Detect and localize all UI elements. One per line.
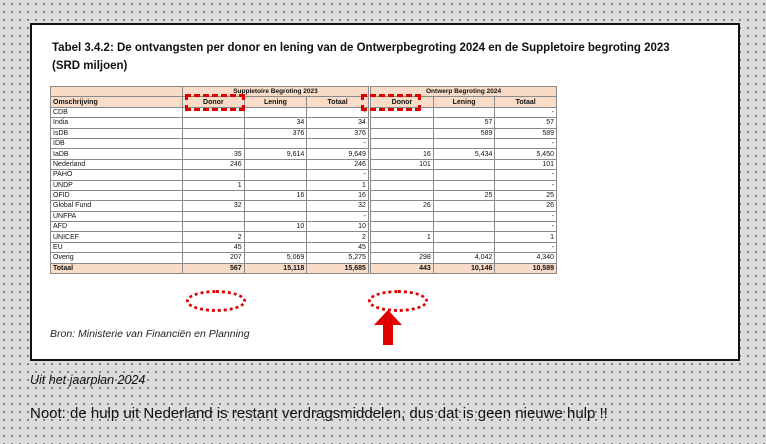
- table-cell: 32: [307, 201, 369, 211]
- table-cell: 16: [371, 149, 434, 159]
- donor-2024-header-highlight: [361, 94, 421, 111]
- col-header-lening-2024: Lening: [433, 97, 495, 107]
- table-cell: 16: [244, 190, 307, 200]
- col-header-donor-2023: Donor: [183, 97, 245, 107]
- table-body: [51, 107, 557, 273]
- table-cell: [433, 242, 495, 252]
- table-cell: -: [307, 138, 369, 148]
- row-label: Global Fund: [51, 201, 183, 211]
- table-cell: [244, 138, 307, 148]
- table-row: [51, 170, 557, 180]
- table-cell: [433, 180, 495, 190]
- table-cell: 9,614: [244, 149, 307, 159]
- table-cell: [433, 211, 495, 221]
- row-label: IsDB: [51, 128, 183, 138]
- table-cell: [371, 211, 434, 221]
- table-cell: [371, 118, 434, 128]
- table-cell: -: [307, 170, 369, 180]
- table-cell: 5,434: [433, 149, 495, 159]
- table-cell: [371, 190, 434, 200]
- table-cell: [183, 211, 245, 221]
- table-cell: [433, 107, 495, 117]
- row-label: PAHO: [51, 170, 183, 180]
- table-cell: [244, 170, 307, 180]
- row-label: UNDP: [51, 180, 183, 190]
- table-cell: 5,275: [307, 253, 369, 263]
- table-row: [51, 138, 557, 148]
- table-cell: [433, 170, 495, 180]
- table-cell: [183, 138, 245, 148]
- receipts-table: [50, 86, 557, 274]
- table-cell: 376: [307, 128, 369, 138]
- table-cell: [244, 242, 307, 252]
- table-cell: 45: [183, 242, 245, 252]
- table-cell: 1: [307, 180, 369, 190]
- donor-2023-total-highlight: [186, 290, 246, 312]
- table-cell: [244, 107, 307, 117]
- red-up-arrow-icon: [374, 310, 402, 345]
- table-cell: 1: [495, 232, 557, 242]
- table-cell: 16: [307, 190, 369, 200]
- row-label: OFID: [51, 190, 183, 200]
- table-cell: -: [495, 107, 557, 117]
- table-cell: 15,685: [307, 263, 369, 273]
- donor-2024-total-highlight: [368, 290, 428, 312]
- table-cell: [244, 180, 307, 190]
- table-cell: 45: [307, 242, 369, 252]
- table-row: [51, 232, 557, 242]
- table-cell: 2: [183, 232, 245, 242]
- table-cell: 246: [183, 159, 245, 169]
- title-line-2: (SRD miljoen): [52, 60, 128, 72]
- table-row: [51, 149, 557, 159]
- col-header-omschrijving: Omschrijving: [51, 97, 183, 107]
- table-cell: [183, 118, 245, 128]
- table-cell: 298: [371, 253, 434, 263]
- table-cell: 9,649: [307, 149, 369, 159]
- table-cell: 10,589: [495, 263, 557, 273]
- group-header-ontwerp: Ontwerp Begroting 2024: [371, 87, 557, 97]
- table-cell: -: [495, 242, 557, 252]
- table-row: [51, 159, 557, 169]
- row-label: CDB: [51, 107, 183, 117]
- table-row: [51, 242, 557, 252]
- table-cell: [371, 128, 434, 138]
- table-cell: 26: [371, 201, 434, 211]
- table-cell: [433, 222, 495, 232]
- donor-2023-header-highlight: [185, 94, 245, 111]
- total-row: [51, 263, 557, 273]
- group-header-suppletoire: Suppletoire Begroting 2023: [183, 87, 369, 97]
- table-cell: 26: [495, 201, 557, 211]
- row-label: UNICEF: [51, 232, 183, 242]
- table-cell: 34: [244, 118, 307, 128]
- column-header-row: [51, 97, 557, 107]
- table-cell: -: [495, 138, 557, 148]
- row-label: India: [51, 118, 183, 128]
- table-cell: [433, 232, 495, 242]
- table-cell: -: [495, 170, 557, 180]
- row-label: IaDB: [51, 149, 183, 159]
- table-cell: [433, 138, 495, 148]
- table-cell: [183, 170, 245, 180]
- table-cell: 15,118: [244, 263, 307, 273]
- row-label: Overig: [51, 253, 183, 263]
- table-cell: [371, 242, 434, 252]
- table-cell: 1: [371, 232, 434, 242]
- row-label: IDB: [51, 138, 183, 148]
- table-cell: [433, 201, 495, 211]
- table-cell: 589: [495, 128, 557, 138]
- source-note: Bron: Ministerie van Financiën en Planning: [50, 328, 250, 340]
- table-cell: 34: [307, 118, 369, 128]
- table-cell: 35: [183, 149, 245, 159]
- row-label: Nederland: [51, 159, 183, 169]
- table-cell: -: [495, 180, 557, 190]
- table-cell: 5,450: [495, 149, 557, 159]
- table-row: [51, 128, 557, 138]
- col-header-donor-2024: Donor: [371, 97, 434, 107]
- table-row: [51, 180, 557, 190]
- row-label: UNFPA: [51, 211, 183, 221]
- note: Noot: de hulp uit Nederland is restant verdragsmiddelen, dus dat is geen nieuwe hulp !!: [30, 405, 608, 422]
- col-header-totaal-2023: Totaal: [307, 97, 369, 107]
- document-frame: [30, 23, 740, 361]
- row-label: AFD: [51, 222, 183, 232]
- caption: Uit het jaarplan 2024: [30, 373, 146, 387]
- table-row: [51, 107, 557, 117]
- table-cell: 25: [495, 190, 557, 200]
- table-cell: [244, 159, 307, 169]
- table-title: [52, 39, 732, 75]
- table-row: [51, 201, 557, 211]
- table-cell: 207: [183, 253, 245, 263]
- table-cell: 101: [495, 159, 557, 169]
- table-cell: 25: [433, 190, 495, 200]
- table-cell: -: [495, 211, 557, 221]
- table-row: [51, 118, 557, 128]
- row-label: EU: [51, 242, 183, 252]
- table-cell: 101: [371, 159, 434, 169]
- table-cell: 246: [307, 159, 369, 169]
- table-cell: 1: [183, 180, 245, 190]
- table-cell: -: [307, 107, 369, 117]
- table-cell: [433, 159, 495, 169]
- table-cell: 589: [433, 128, 495, 138]
- col-header-lening-2023: Lening: [244, 97, 307, 107]
- table-cell: 10,146: [433, 263, 495, 273]
- col-header-totaal-2024: Totaal: [495, 97, 557, 107]
- table-cell: -: [307, 211, 369, 221]
- table-cell: [371, 180, 434, 190]
- table-cell: [244, 211, 307, 221]
- table-cell: [183, 128, 245, 138]
- table-cell: 4,042: [433, 253, 495, 263]
- table-cell: 10: [244, 222, 307, 232]
- table-row: [51, 222, 557, 232]
- table-cell: -: [495, 222, 557, 232]
- table-cell: 443: [371, 263, 434, 273]
- table-row: [51, 253, 557, 263]
- table-cell: [183, 222, 245, 232]
- table-cell: [371, 170, 434, 180]
- table-cell: 57: [495, 118, 557, 128]
- table-row: [51, 190, 557, 200]
- table-cell: [371, 222, 434, 232]
- table-cell: 32: [183, 201, 245, 211]
- table-row: [51, 211, 557, 221]
- group-header-blank: [51, 87, 183, 97]
- row-label: Totaal: [51, 263, 183, 273]
- group-header-row: [51, 87, 557, 97]
- table-cell: [244, 201, 307, 211]
- table-cell: 567: [183, 263, 245, 273]
- title-line-1: Tabel 3.4.2: De ontvangsten per donor en lening van de Ontwerpbegroting 2024 en de Suppletoire begroting 2023: [52, 42, 670, 54]
- table-cell: 4,340: [495, 253, 557, 263]
- table-cell: [371, 138, 434, 148]
- table-cell: [183, 190, 245, 200]
- table-cell: 5,069: [244, 253, 307, 263]
- table-cell: [244, 232, 307, 242]
- table-cell: 10: [307, 222, 369, 232]
- table-cell: 57: [433, 118, 495, 128]
- table-cell: 2: [307, 232, 369, 242]
- table-cell: 376: [244, 128, 307, 138]
